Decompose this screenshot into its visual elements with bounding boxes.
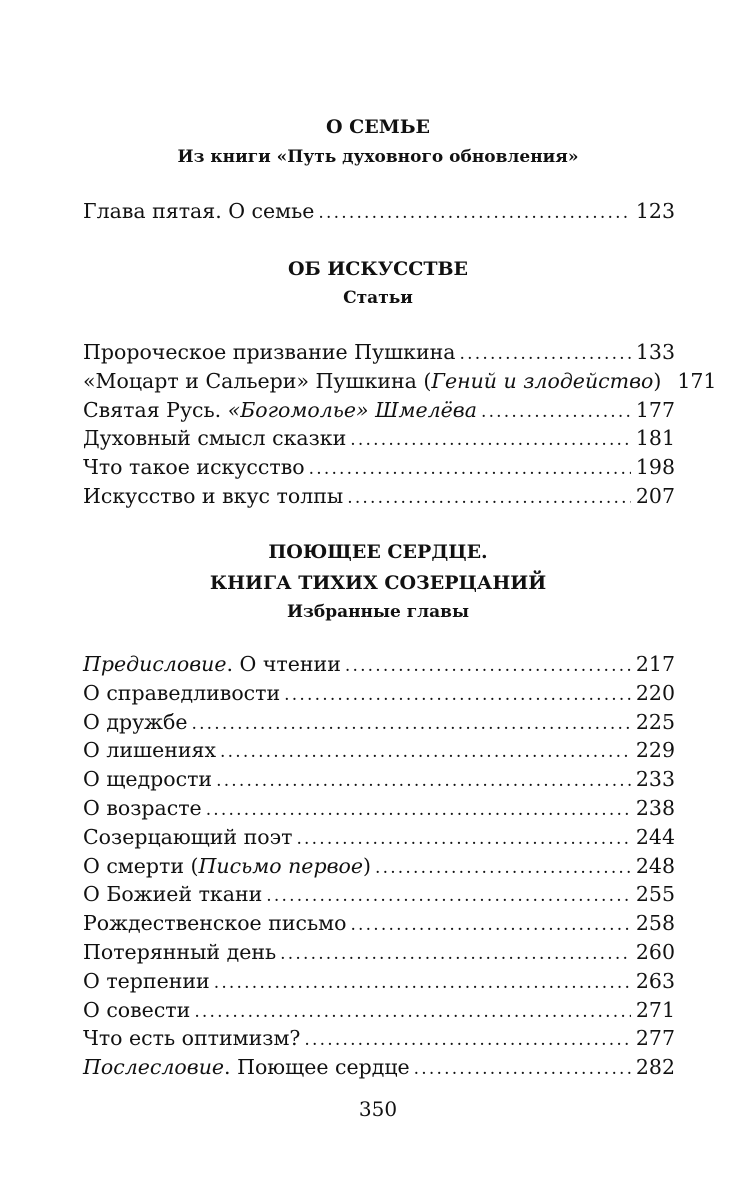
section-title-singing-heart-line1: ПОЮЩЕЕ СЕРДЦЕ.: [268, 541, 488, 563]
toc-entry: [83, 998, 675, 1027]
toc-entry: [83, 455, 675, 484]
toc-entry: [83, 398, 675, 427]
toc-entry-page: 171: [677, 368, 717, 393]
dot-leader: [194, 1002, 631, 1022]
toc-entry-page: 207: [635, 483, 675, 508]
toc-entry-title: Созерцающий поэт: [83, 824, 293, 849]
dot-leader: [481, 402, 631, 422]
dot-leader: [375, 858, 631, 878]
toc-entry: [83, 484, 675, 513]
dot-leader: [347, 488, 631, 508]
section-subtitle-singing-heart: Избранные главы: [286, 602, 470, 622]
dot-leader: [191, 714, 631, 734]
toc-entry-title: О щедрости: [83, 767, 213, 792]
toc-entry: [83, 199, 675, 228]
toc-entry-title: Рождественское письмо: [83, 911, 347, 936]
toc-entry: [83, 1026, 675, 1055]
toc-entry-page: 177: [635, 397, 675, 422]
toc-entry-title: О справедливости: [83, 680, 281, 705]
dot-leader: [206, 800, 631, 820]
toc-entry-title: О смерти (Письмо первое): [83, 853, 371, 878]
toc-entry: [83, 854, 675, 883]
toc-entry-page: 282: [635, 1055, 675, 1080]
toc-entry-page: 229: [635, 738, 675, 763]
toc-entry: [83, 796, 675, 825]
dot-leader: [214, 973, 631, 993]
page-number: 350: [358, 1097, 398, 1121]
toc-entry-title: Потерянный день: [83, 939, 277, 964]
toc-entry-title: Что такое искусство: [83, 455, 305, 480]
toc-entry-page: 217: [635, 652, 675, 676]
toc-entry-title: Послесловие. Поющее сердце: [83, 1055, 410, 1080]
toc-entry-page: 220: [635, 680, 675, 705]
toc-entry-page: 244: [635, 824, 675, 849]
toc-entry-title: Искусство и вкус толпы: [83, 483, 344, 508]
dot-leader: [266, 886, 631, 906]
dot-leader: [414, 1059, 631, 1079]
dot-leader: [350, 915, 631, 935]
toc-entry: [83, 882, 675, 911]
toc-entry: [83, 368, 717, 398]
toc-entry: [83, 911, 675, 940]
dot-leader: [350, 430, 631, 450]
toc-entry: [83, 825, 675, 854]
toc-entry: [83, 1055, 675, 1084]
toc-entry-title: О возрасте: [83, 795, 202, 820]
toc-entry-page: 233: [635, 767, 675, 792]
toc-entry-title: «Моцарт и Сальери» Пушкина (Гений и злодейство): [83, 368, 662, 393]
section-title-art: ОБ ИСКУССТВЕ: [287, 258, 469, 280]
toc-entry: [83, 710, 675, 739]
dot-leader: [309, 459, 631, 479]
toc-entry-title: О дружбе: [83, 709, 188, 734]
dot-leader: [296, 829, 631, 849]
toc-entry-page: 260: [635, 939, 675, 964]
dot-leader: [280, 944, 631, 964]
section-title-family: О СЕМЬЕ: [326, 116, 430, 138]
dot-leader: [304, 1030, 631, 1050]
toc-entry-page: 123: [635, 199, 675, 223]
toc-entry-title: О Божией ткани: [83, 882, 263, 907]
toc-entry: [83, 738, 675, 767]
dot-leader: [345, 656, 631, 676]
toc-entry: [83, 340, 675, 369]
toc-entry-page: 263: [635, 968, 675, 993]
toc-entry-page: 133: [635, 340, 675, 364]
toc-entry-page: 238: [635, 795, 675, 820]
section-title-singing-heart-line2: КНИГА ТИХИХ СОЗЕРЦАНИЙ: [209, 572, 547, 594]
toc-entry-page: 248: [635, 853, 675, 878]
toc-entry-page: 198: [635, 455, 675, 480]
toc-entry-page: 255: [635, 882, 675, 907]
toc-entry-title: О терпении: [83, 968, 210, 993]
dot-leader: [220, 742, 631, 762]
toc-entry-page: 271: [635, 997, 675, 1022]
toc-entry-title: Святая Русь. «Богомолье» Шмелёва: [83, 397, 477, 422]
toc-list-art: [83, 340, 717, 513]
toc-entry-title: Предисловие. О чтении: [83, 652, 341, 676]
toc-entry: [83, 426, 675, 455]
toc-entry-title: Что есть оптимизм?: [83, 1026, 301, 1051]
dot-leader: [216, 771, 631, 791]
toc-entry-page: 225: [635, 709, 675, 734]
toc-entry-title: Глава пятая. О семье: [83, 199, 315, 223]
toc-entry: [83, 969, 675, 998]
toc-entry: [83, 652, 675, 681]
toc-entry: [83, 767, 675, 796]
toc-entry-page: 258: [635, 911, 675, 936]
toc-entry-title: Духовный смысл сказки: [83, 426, 347, 451]
toc-entry-title: Пророческое призвание Пушкина: [83, 340, 456, 364]
section-subtitle-family: Из книги «Путь духовного обновления»: [177, 147, 579, 167]
toc-entry: [83, 681, 675, 710]
toc-entry-title: О совести: [83, 997, 191, 1022]
toc-list-singing-heart: [83, 652, 675, 1084]
toc-entry-page: 181: [635, 426, 675, 451]
toc-list-family: [83, 199, 675, 228]
toc-entry-title: О лишениях: [83, 738, 217, 763]
dot-leader: [460, 344, 631, 364]
section-subtitle-art: Статьи: [343, 288, 413, 308]
toc-entry-page: 277: [635, 1026, 675, 1051]
dot-leader: [318, 203, 631, 223]
dot-leader: [284, 685, 631, 705]
toc-entry: [83, 940, 675, 969]
